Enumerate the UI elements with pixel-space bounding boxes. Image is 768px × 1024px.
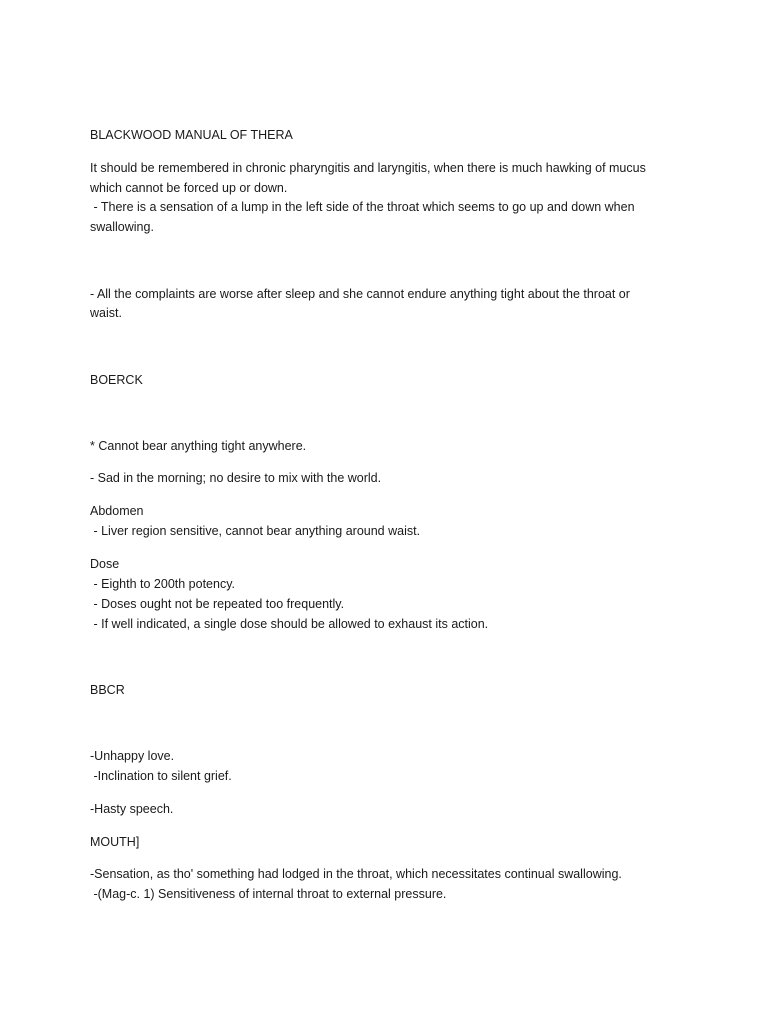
paragraph-line: - All the complaints are worse after sleep and she cannot endure anything tight about the throat or	[90, 287, 630, 301]
list-item: - Eighth to 200th potency.	[90, 577, 236, 591]
paragraph-line: - There is a sensation of a lump in the left side of the throat which seems to go up and down when	[90, 200, 635, 214]
list-item: - Sad in the morning; no desire to mix with the world.	[90, 471, 382, 485]
paragraph-line: It should be remembered in chronic pharyngitis and laryngitis, when there is much hawking of mucus	[90, 161, 646, 175]
paragraph-line: which cannot be forced up or down.	[90, 181, 288, 195]
list-item: -(Mag-c. 1) Sensitiveness of internal throat to external pressure.	[90, 887, 447, 901]
subheading-dose: Dose	[90, 557, 120, 571]
paragraph-line: waist.	[90, 306, 122, 320]
list-item: -Inclination to silent grief.	[90, 769, 232, 783]
list-item: -Unhappy love.	[90, 749, 175, 763]
list-item: - Liver region sensitive, cannot bear anything around waist.	[90, 524, 421, 538]
list-item: -Hasty speech.	[90, 802, 174, 816]
paragraph-line: swallowing.	[90, 220, 154, 234]
subheading-mouth: MOUTH]	[90, 835, 140, 849]
subheading-abdomen: Abdomen	[90, 504, 144, 518]
list-item: - If well indicated, a single dose should be allowed to exhaust its action.	[90, 617, 489, 631]
list-item: - Doses ought not be repeated too frequently.	[90, 597, 345, 611]
list-item: * Cannot bear anything tight anywhere.	[90, 439, 307, 453]
section-heading-blackwood: BLACKWOOD MANUAL OF THERA	[90, 128, 293, 142]
list-item: -Sensation, as tho' something had lodged in the throat, which necessitates continual swallowing.	[90, 867, 622, 881]
section-heading-bbcr: BBCR	[90, 683, 125, 697]
section-heading-boerck: BOERCK	[90, 373, 143, 387]
